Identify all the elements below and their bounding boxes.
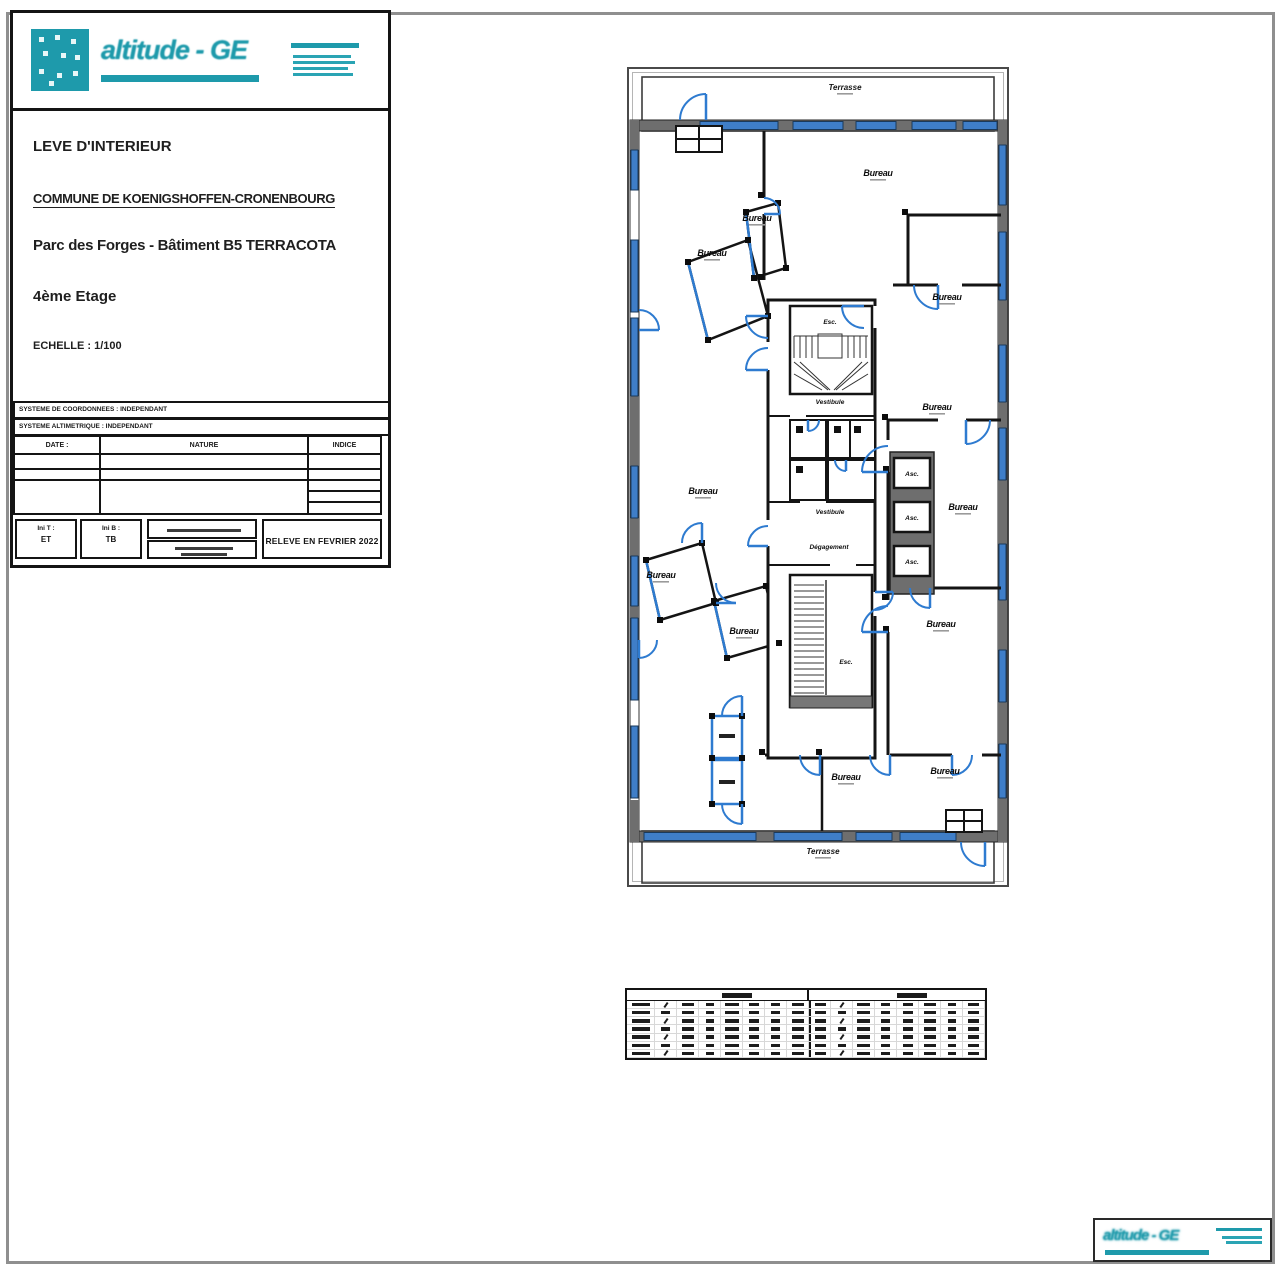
logo-band (13, 13, 388, 111)
surface-table-cell (919, 1009, 940, 1016)
survey-date-label: RELEVE EN FEVRIER 2022 (265, 536, 379, 546)
svg-text:Bureau: Bureau (922, 402, 952, 412)
svg-text:Bureau: Bureau (831, 772, 861, 782)
footer-logo-box (1093, 1218, 1272, 1262)
surface-table-cell (941, 1009, 962, 1016)
surface-table-cell (831, 1042, 852, 1049)
brand-underline-bar (101, 75, 259, 82)
surface-table-cell (809, 1034, 830, 1041)
surface-table-cell (699, 1034, 720, 1041)
surface-table-cell (963, 1017, 984, 1024)
surface-table-cell (765, 1042, 786, 1049)
surface-table-cell (853, 1025, 874, 1032)
rev-cell (307, 501, 382, 515)
surface-table-cell (919, 1025, 940, 1032)
surface-table-cell (853, 1017, 874, 1024)
surface-table-cell (655, 1009, 676, 1016)
surface-table-cell (765, 1034, 786, 1041)
surface-table-cell (765, 1050, 786, 1057)
svg-text:Esc.: Esc. (839, 659, 853, 666)
scale-label: ECHELLE : 1/100 (33, 340, 122, 352)
title-block (10, 10, 391, 568)
commune-title: COMMUNE DE KOENIGSHOFFEN-CRONENBOURG (33, 191, 335, 206)
surface-table-cell (963, 1034, 984, 1041)
svg-text:Bureau: Bureau (863, 168, 893, 178)
surface-table-cell (699, 1042, 720, 1049)
surface-table-cell (699, 1009, 720, 1016)
floor-title: 4ème Etage (33, 288, 117, 305)
surface-table-cell (875, 1042, 896, 1049)
surface-table-cell (627, 1025, 654, 1032)
surface-table-cell (655, 1042, 676, 1049)
surface-table-cell (897, 1042, 918, 1049)
surface-table-cell (677, 1034, 698, 1041)
footer-company-wordmark: altitude - GE (1103, 1227, 1179, 1244)
surface-table-cell (787, 1017, 808, 1024)
footer-brand-underline (1105, 1250, 1209, 1255)
svg-text:Bureau: Bureau (948, 502, 978, 512)
surface-table-cell (941, 1025, 962, 1032)
surface-table-cell (831, 1001, 852, 1008)
surface-table-cell (699, 1001, 720, 1008)
surface-table-cell (699, 1050, 720, 1057)
surface-table-cell (721, 1001, 742, 1008)
ini-b-label: Ini B : (101, 525, 121, 532)
rev-header-indice: INDICE (307, 435, 382, 455)
surface-table-cell (831, 1025, 852, 1032)
surface-table-cell (897, 1001, 918, 1008)
surface-table-cell (677, 1009, 698, 1016)
surface-table-cell (809, 1025, 830, 1032)
surface-table-cell (853, 1042, 874, 1049)
surface-table-cell (627, 1050, 654, 1057)
svg-text:Bureau: Bureau (646, 570, 676, 580)
surface-table-cell (627, 1034, 654, 1041)
svg-text:Terrasse: Terrasse (828, 83, 862, 92)
surface-table-cell (897, 1025, 918, 1032)
company-wordmark: altitude - GE (101, 35, 248, 65)
svg-text:Bureau: Bureau (930, 766, 960, 776)
svg-text:Bureau: Bureau (742, 213, 772, 223)
surface-table-cell (787, 1009, 808, 1016)
surface-table-cell (831, 1034, 852, 1041)
surface-table-cell (963, 1001, 984, 1008)
surface-table-cell (853, 1034, 874, 1041)
surface-table-cell (627, 1017, 654, 1024)
surface-table-cell (963, 1050, 984, 1057)
surface-table-cell (627, 1001, 654, 1008)
surface-table-cell (831, 1009, 852, 1016)
surface-table-cell (677, 1042, 698, 1049)
svg-text:Bureau: Bureau (729, 626, 759, 636)
surface-table-cell (875, 1017, 896, 1024)
coordinate-system-row: SYSTEME DE COORDONNEES : INDEPENDANT (13, 401, 390, 419)
initials-b-box (80, 519, 142, 559)
surface-table-cell (765, 1025, 786, 1032)
surface-table-cell (721, 1034, 742, 1041)
svg-text:Asc.: Asc. (905, 471, 919, 478)
logo-top-rule (291, 43, 359, 48)
initials-t-box (15, 519, 77, 559)
svg-text:Bureau: Bureau (697, 248, 727, 258)
surface-table-cell (809, 1017, 830, 1024)
surface-table-cell (627, 1042, 654, 1049)
svg-text:Esc.: Esc. (823, 319, 837, 326)
surface-table-cell (897, 1017, 918, 1024)
surface-table-cell (875, 1025, 896, 1032)
surface-table-cell (831, 1050, 852, 1057)
surface-table-cell (919, 1017, 940, 1024)
drawing-title: LEVE D'INTERIEUR (33, 138, 172, 155)
surface-table-cell (875, 1009, 896, 1016)
surface-table-cell (721, 1042, 742, 1049)
surface-table-cell (677, 1025, 698, 1032)
surface-table-cell (655, 1017, 676, 1024)
surface-table-cell (941, 1042, 962, 1049)
ini-t-value: ET (40, 535, 52, 544)
svg-text:Asc.: Asc. (905, 559, 919, 566)
surface-table-cell (765, 1001, 786, 1008)
surface-table-cell (765, 1009, 786, 1016)
surface-table-cell (919, 1050, 940, 1057)
company-logo-icon (31, 29, 89, 91)
surface-table-cell (787, 1025, 808, 1032)
surface-table-cell (787, 1001, 808, 1008)
surface-table-cell (853, 1001, 874, 1008)
surface-table-cell (677, 1001, 698, 1008)
surface-table-cell (831, 1017, 852, 1024)
surface-table-cell (919, 1034, 940, 1041)
surface-table-cell (699, 1025, 720, 1032)
surface-table-cell (787, 1042, 808, 1049)
surface-table-cell (809, 1001, 830, 1008)
surface-area-table (625, 988, 987, 1060)
ini-b-value: TB (105, 535, 117, 544)
surface-table-cell (743, 1009, 764, 1016)
surface-table-cell (919, 1001, 940, 1008)
surface-table-cell (743, 1025, 764, 1032)
surface-table-cell (677, 1017, 698, 1024)
svg-text:Dégagement: Dégagement (809, 544, 849, 551)
surface-table-cell (655, 1001, 676, 1008)
surface-table-cell (809, 1050, 830, 1057)
file-reference-box-2 (147, 540, 257, 559)
surface-table-cell (941, 1050, 962, 1057)
surface-table-cell (875, 1034, 896, 1041)
svg-text:Asc.: Asc. (905, 515, 919, 522)
surface-table-cell (765, 1017, 786, 1024)
surface-table-cell (875, 1050, 896, 1057)
cabinet-stack (712, 716, 742, 804)
floor-plan (620, 60, 1015, 895)
surface-table-cell (875, 1001, 896, 1008)
surface-table-cell (721, 1025, 742, 1032)
rev-cell (13, 479, 101, 515)
surface-table-cell (655, 1034, 676, 1041)
surface-table-cell (919, 1042, 940, 1049)
surface-table-cell (721, 1050, 742, 1057)
ini-t-label: Ini T : (37, 525, 55, 532)
building-title: Parc des Forges - Bâtiment B5 TERRACOTA (33, 237, 337, 254)
surface-table-cell (721, 1009, 742, 1016)
svg-text:Terrasse: Terrasse (806, 847, 840, 856)
surface-table-cell (699, 1017, 720, 1024)
surface-table-cell (809, 1042, 830, 1049)
svg-text:Vestibule: Vestibule (815, 399, 845, 406)
surface-table-cell (787, 1050, 808, 1057)
surface-table-cell (853, 1009, 874, 1016)
rev-cell (99, 479, 309, 515)
rev-header-nature: NATURE (99, 435, 309, 455)
surface-table-cell (963, 1009, 984, 1016)
surface-table-cell (655, 1025, 676, 1032)
surface-table-cell (743, 1034, 764, 1041)
surface-table-cell (963, 1025, 984, 1032)
surface-table-cell (627, 1009, 654, 1016)
svg-text:Bureau: Bureau (926, 619, 956, 629)
surface-table-cell (897, 1050, 918, 1057)
altimetric-system-row: SYSTEME ALTIMETRIQUE : INDEPENDANT (13, 418, 390, 436)
surface-table-cell (743, 1042, 764, 1049)
survey-date-box (262, 519, 382, 559)
footer-logo-rule (1216, 1228, 1262, 1231)
surface-table-cell (853, 1050, 874, 1057)
surface-table-cell (897, 1034, 918, 1041)
surface-table-cell (677, 1050, 698, 1057)
surface-table-cell (809, 1009, 830, 1016)
file-reference-box (147, 519, 257, 539)
core-block (765, 300, 878, 758)
surface-table-cell (721, 1017, 742, 1024)
surface-table-cell (963, 1042, 984, 1049)
surface-table-cell (655, 1050, 676, 1057)
surface-table-cell (743, 1017, 764, 1024)
surface-table-cell (743, 1050, 764, 1057)
svg-text:Vestibule: Vestibule (815, 509, 845, 516)
svg-text:Bureau: Bureau (688, 486, 718, 496)
surface-table-cell (941, 1034, 962, 1041)
surface-table-cell (941, 1017, 962, 1024)
surface-table-cell (941, 1001, 962, 1008)
surface-table-cell (743, 1001, 764, 1008)
svg-text:Bureau: Bureau (932, 292, 962, 302)
surface-table-cell (787, 1034, 808, 1041)
surface-table-cell (897, 1009, 918, 1016)
rev-header-date: DATE : (13, 435, 101, 455)
